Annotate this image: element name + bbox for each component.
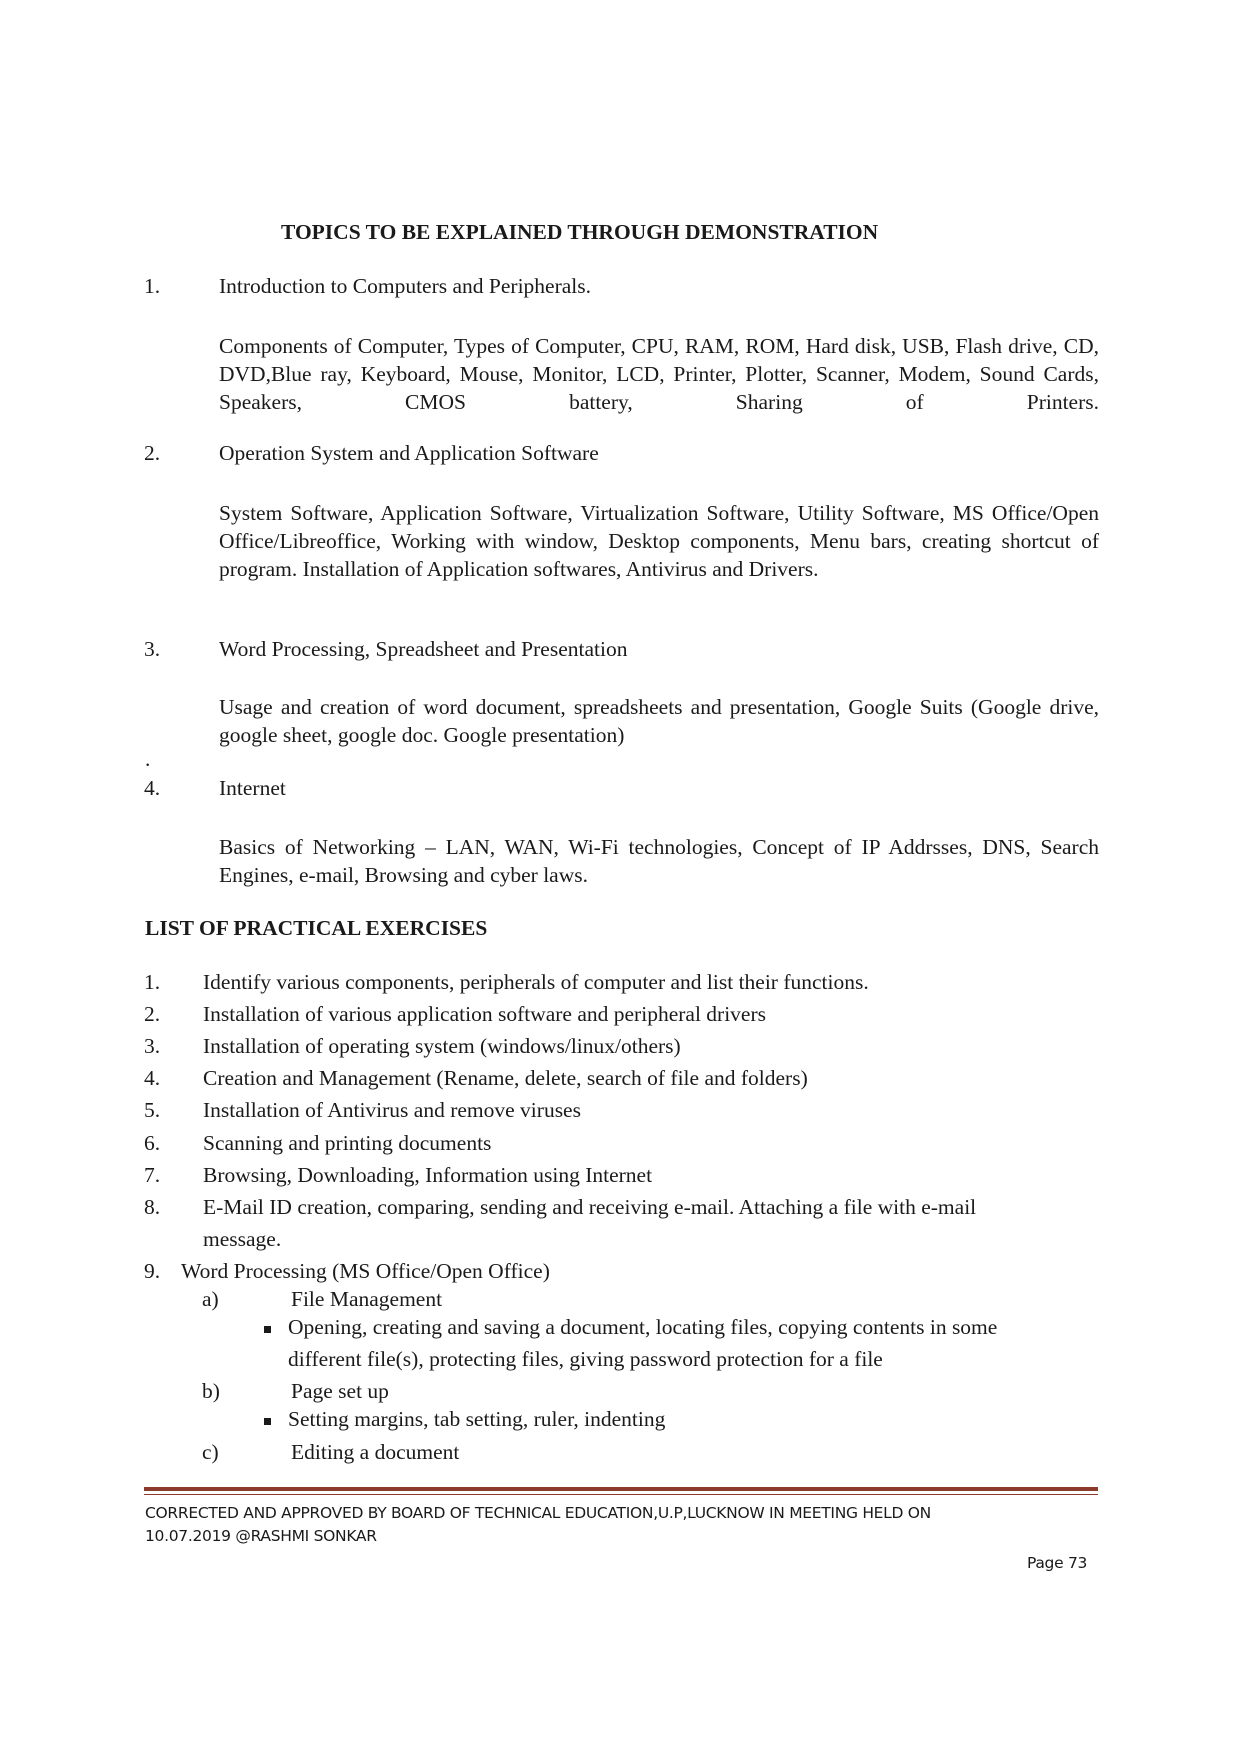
exercise-number: 8. xyxy=(144,1195,161,1219)
sub-item-text: Editing a document xyxy=(291,1440,460,1464)
sub-item-text: File Management xyxy=(291,1287,443,1311)
exercise-text-continued: message. xyxy=(203,1227,282,1251)
square-bullet-icon xyxy=(264,1418,271,1425)
topic-number: 4. xyxy=(144,776,161,800)
topic-body: Basics of Networking – LAN, WAN, Wi-Fi technologies, Concept of IP Addrsses, DNS, Search Engines, e-mail, Browsing and cyber laws. xyxy=(219,835,1099,887)
footer-rule-thin xyxy=(144,1494,1098,1495)
practical-heading: LIST OF PRACTICAL EXERCISES xyxy=(145,916,488,940)
page-title: TOPICS TO BE EXPLAINED THROUGH DEMONSTRATION xyxy=(281,220,879,244)
bullet-text: Opening, creating and saving a document, locating files, copying contents in some xyxy=(288,1315,998,1339)
topic-body: Usage and creation of word document, spreadsheets and presentation, Google Suits (Google drive, google sheet, google doc. Google presentation) xyxy=(219,695,1099,747)
topic-heading: Word Processing, Spreadsheet and Presentation xyxy=(219,637,628,661)
exercise-number: 1. xyxy=(144,970,161,994)
exercise-number: 4. xyxy=(144,1066,161,1090)
topic-body: Components of Computer, Types of Computer, CPU, RAM, ROM, Hard disk, USB, Flash drive, CD, DVD,Blue ray, Keyboard, Mouse, Monitor, LCD, Printer, Plotter, Scanner, Modem, Sound Cards, Speakers, CMOS battery, Sharing of Printers. xyxy=(219,334,1099,414)
bullet-text-continued: different file(s), protecting files, giving password protection for a file xyxy=(288,1347,883,1371)
footer-text: 10.07.2019 @RASHMI SONKAR xyxy=(145,1527,377,1545)
square-bullet-icon xyxy=(264,1326,271,1333)
page-number: Page 73 xyxy=(1027,1554,1088,1572)
topic-heading: Operation System and Application Software xyxy=(219,441,599,465)
exercise-text: Browsing, Downloading, Information using Internet xyxy=(203,1163,653,1187)
sub-item-text: Page set up xyxy=(291,1379,389,1403)
footer-text: CORRECTED AND APPROVED BY BOARD OF TECHNICAL EDUCATION,U.P,LUCKNOW IN MEETING HELD ON xyxy=(145,1504,931,1522)
topic-body: System Software, Application Software, Virtualization Software, Utility Software, MS Office/Open Office/Libreoffice, Working with window, Desktop components, Menu bars, creating shortcut of program. Installation of Application softwares, Antivirus and Drivers. xyxy=(219,501,1099,581)
footer-rule xyxy=(144,1487,1098,1491)
sub-item-label: a) xyxy=(202,1287,219,1311)
exercise-text: Installation of various application software and peripheral drivers xyxy=(203,1002,766,1026)
stray-dot: . xyxy=(145,747,151,771)
exercise-text: Creation and Management (Rename, delete, search of file and folders) xyxy=(203,1066,808,1090)
exercise-text: Installation of operating system (windows/linux/others) xyxy=(203,1034,681,1058)
topic-number: 2. xyxy=(144,441,161,465)
sub-item-label: b) xyxy=(202,1379,220,1403)
sub-item-label: c) xyxy=(202,1440,219,1464)
exercise-number: 3. xyxy=(144,1034,161,1058)
exercise-number: 5. xyxy=(144,1098,161,1122)
topic-number: 3. xyxy=(144,637,161,661)
topic-heading: Internet xyxy=(219,776,286,800)
exercise-text: Identify various components, peripherals of computer and list their functions. xyxy=(203,970,869,994)
exercise-text: Scanning and printing documents xyxy=(203,1131,492,1155)
exercise-text: Installation of Antivirus and remove viruses xyxy=(203,1098,581,1122)
exercise-number: 2. xyxy=(144,1002,161,1026)
exercise-text: Word Processing (MS Office/Open Office) xyxy=(181,1259,550,1283)
topic-number: 1. xyxy=(144,274,161,298)
exercise-text: E-Mail ID creation, comparing, sending and receiving e-mail. Attaching a file with e-mail xyxy=(203,1195,977,1219)
exercise-number: 7. xyxy=(144,1163,161,1187)
exercise-number: 9. xyxy=(144,1259,161,1283)
exercise-number: 6. xyxy=(144,1131,161,1155)
topic-heading: Introduction to Computers and Peripherals. xyxy=(219,274,591,298)
bullet-text: Setting margins, tab setting, ruler, indenting xyxy=(288,1407,666,1431)
